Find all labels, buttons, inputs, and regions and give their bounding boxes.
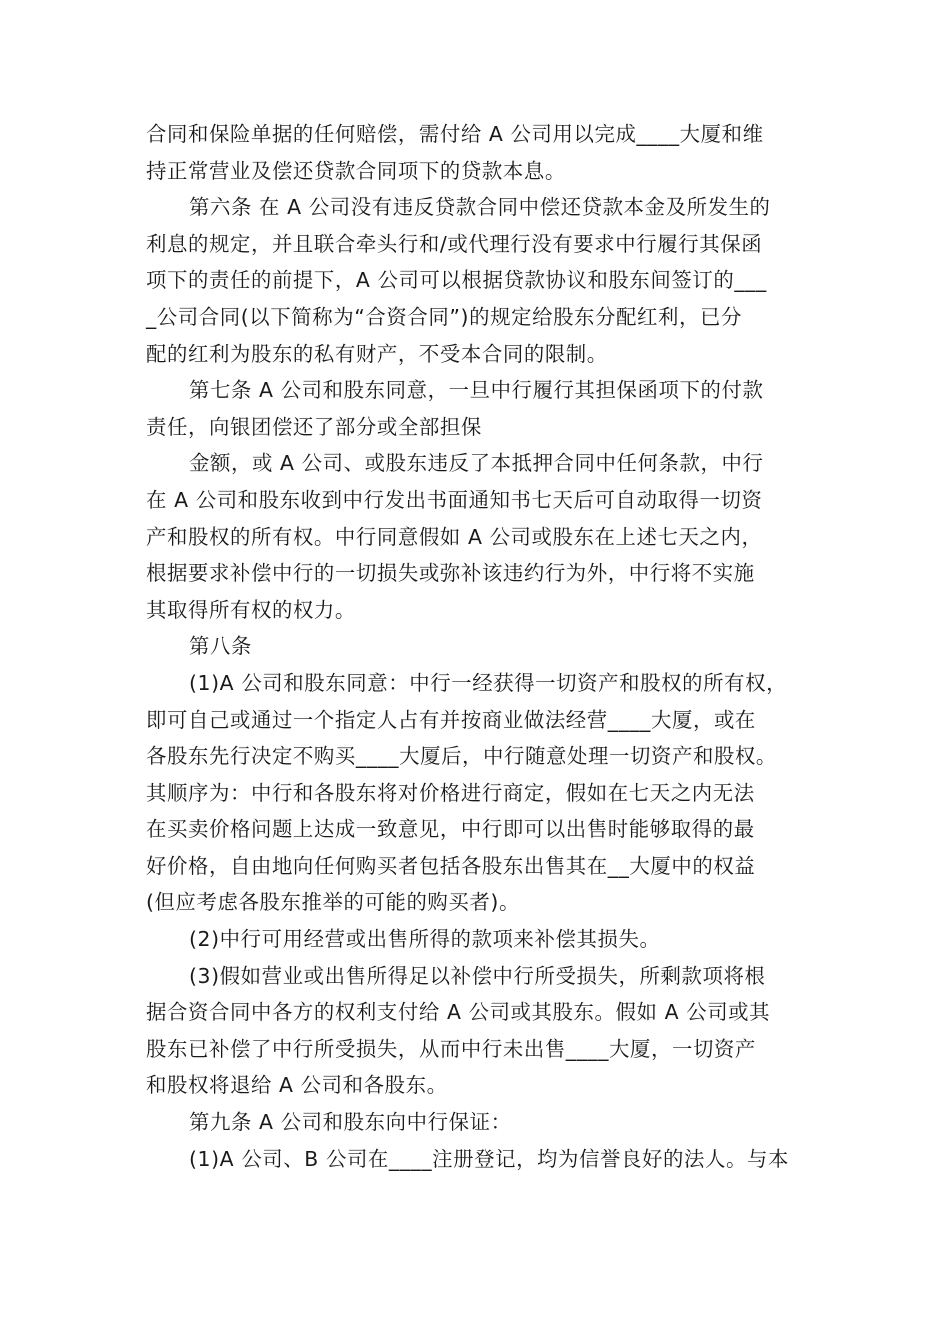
document-line: (3)假如营业或出售所得足以补偿中行所受损失，所剩款项将根 (189, 963, 766, 988)
document-line: 各股东先行决定不购买____大厦后，中行随意处理一切资产和股权。 (146, 744, 777, 769)
document-line: 在 A 公司和股东收到中行发出书面通知书七天后可自动取得一切资 (146, 487, 763, 512)
document-line: 第八条 (189, 634, 252, 659)
document-line: 第九条 A 公司和股东向中行保证： (189, 1110, 512, 1135)
document-line: 利息的规定，并且联合牵头行和/或代理行没有要求中行履行其保函 (146, 231, 763, 256)
document-line: 金额，或 A 公司、或股东违反了本抵押合同中任何条款，中行 (189, 451, 764, 476)
document-line: 持正常营业及偿还贷款合同项下的贷款本息。 (146, 158, 566, 183)
document-line: (2)中行可用经营或出售所得的款项来补偿其损失。 (189, 927, 661, 952)
document-line: 第六条 在 A 公司没有违反贷款合同中偿还贷款本金及所发生的 (189, 195, 771, 220)
document-line: 合同和保险单据的任何赔偿，需付给 A 公司用以完成____大厦和维 (146, 122, 764, 146)
document-line: 项下的责任的前提下，A 公司可以根据贷款协议和股东间签订的___ (146, 268, 767, 293)
document-line: 据合资合同中各方的权利支付给 A 公司或其股东。假如 A 公司或其 (146, 1000, 771, 1025)
document-line: (1)A 公司、B 公司在____注册登记，均为信誉良好的法人。与本 (189, 1146, 789, 1171)
document-line: 配的红利为股东的私有财产，不受本合同的限制。 (146, 341, 608, 366)
document-line: 产和股权的所有权。中行同意假如 A 公司或股东在上述七天之内， (146, 524, 763, 549)
document-line: 责任，向银团偿还了部分或全部担保 (146, 414, 482, 439)
document-line: _公司合同(以下简称为“合资合同”)的规定给股东分配红利，已分 (146, 304, 742, 329)
document-line: 和股权将退给 A 公司和各股东。 (146, 1073, 448, 1098)
document-body (146, 116, 808, 1177)
document-line: 股东已补偿了中行所受损失，从而中行未出售____大厦，一切资产 (146, 1036, 756, 1061)
document-line: (但应考虑各股东推举的可能的购买者)。 (146, 890, 520, 915)
document-line: 即可自己或通过一个指定人占有并按商业做法经营____大厦，或在 (146, 707, 756, 732)
document-line: 根据要求补偿中行的一切损失或弥补该违约行为外，中行将不实施 (146, 561, 755, 586)
document-line: 在买卖价格问题上达成一致意见，中行即可以出售时能够取得的最 (146, 817, 755, 842)
document-line: 第七条 A 公司和股东同意，一旦中行履行其担保函项下的付款 (189, 378, 764, 403)
document-line: (1)A 公司和股东同意：中行一经获得一切资产和股权的所有权， (189, 670, 788, 695)
document-line: 其顺序为：中行和各股东将对价格进行商定，假如在七天之内无法 (146, 780, 755, 805)
document-line: 其取得所有权的权力。 (146, 597, 356, 622)
document-line: 好价格，自由地向任何购买者包括各股东出售其在__大厦中的权益 (146, 853, 756, 878)
